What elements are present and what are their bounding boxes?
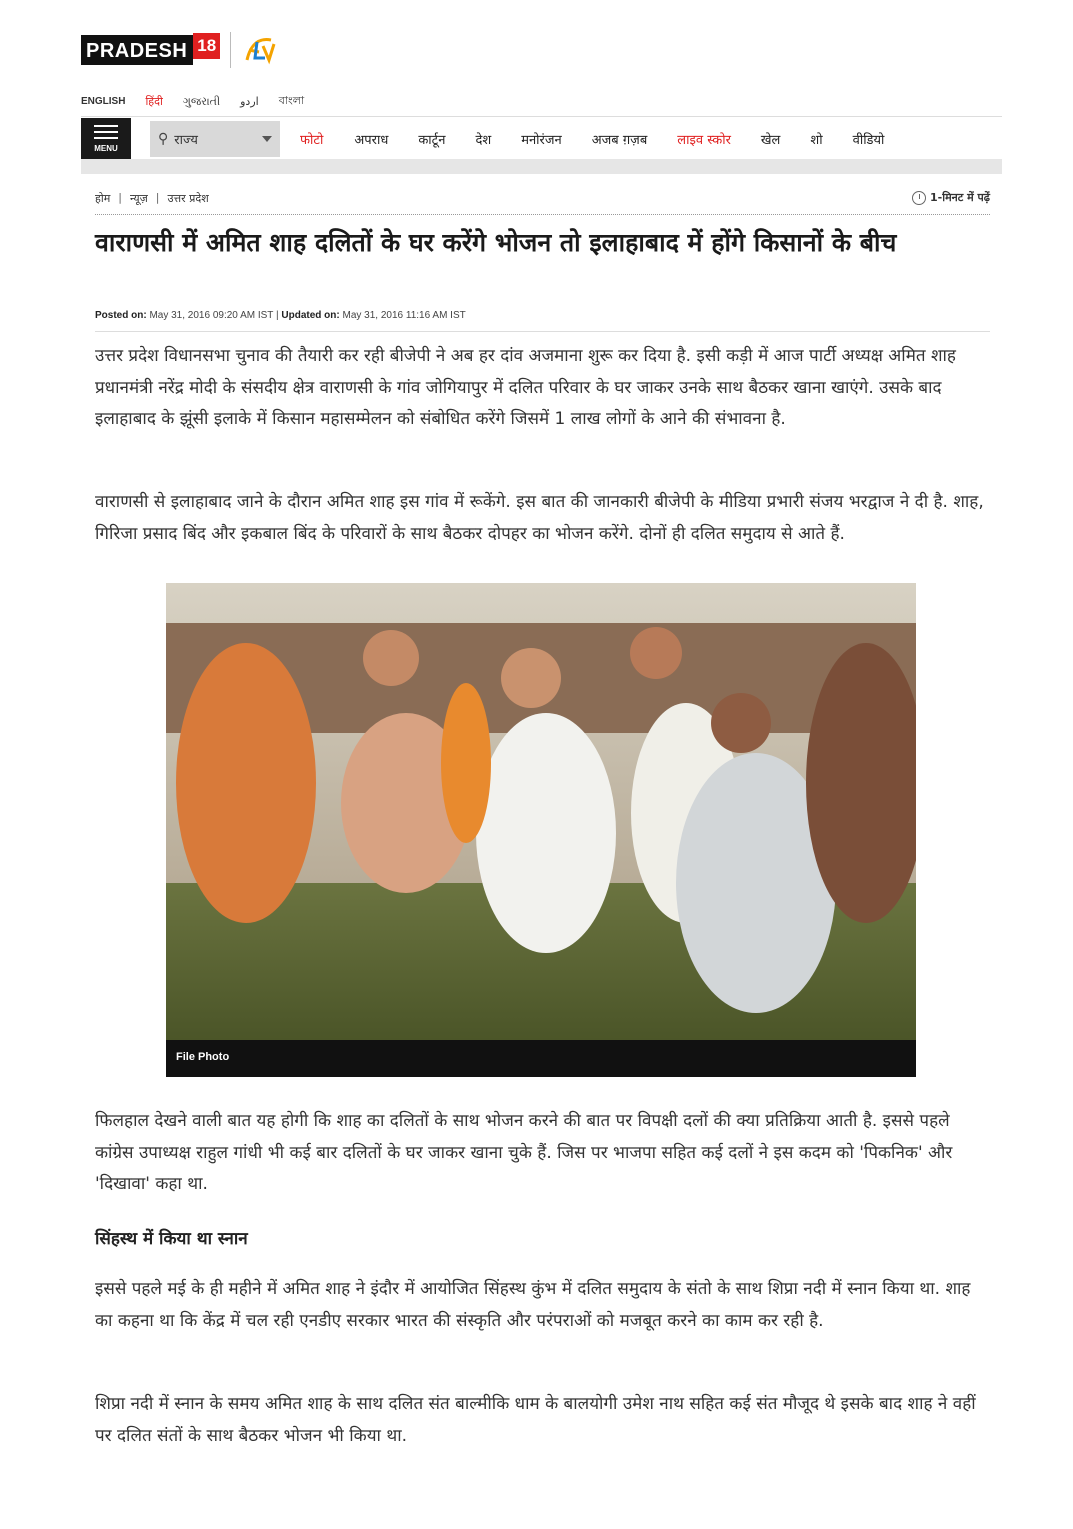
menu-button[interactable]	[81, 118, 131, 160]
posted-label: Posted on:	[95, 310, 147, 321]
lang-urdu[interactable]: اردو	[240, 95, 259, 108]
breadcrumb	[95, 191, 209, 206]
nav-item-ajab-gajab[interactable]: अजब ग़ज़ब	[591, 132, 648, 148]
breadcrumb-home[interactable]: होम	[95, 192, 111, 205]
posted-date: May 31, 2016 09:20 AM IST	[149, 310, 274, 321]
site-logo[interactable]	[81, 30, 277, 70]
location-pin-icon: ⚲	[158, 130, 169, 147]
photo-placeholder	[166, 583, 916, 1040]
lang-gujarati[interactable]: ગુજરાતી	[182, 94, 221, 108]
hamburger-icon	[94, 125, 118, 139]
article-paragraph: उत्तर प्रदेश विधानसभा चुनाव की तैयारी कर रही बीजेपी ने अब हर दांव अजमाना शुरू कर दिया है. इसी कड़ी में आज पार्टी अध्यक्ष अमित शाह प्रधानमंत्री नरेंद्र मोदी के संसदीय क्षेत्र वाराणसी के गांव जोगियापुर में दलित परिवार के घर जाकर उनके साथ बैठकर खाना खाएंगे. उसके बाद इलाहाबाद के झूंसी इलाके में किसान महासम्मेलन को संबोधित करेंगे जिसमें 1 लाख लोगों के आने की संभावना है.	[95, 346, 956, 429]
breadcrumb-separator: |	[155, 191, 160, 204]
nav-item-desh[interactable]: देश	[475, 132, 492, 148]
main-nav	[81, 116, 1002, 160]
lang-hindi[interactable]: हिंदी	[145, 95, 163, 108]
nav-item-shows[interactable]: शो	[810, 132, 823, 148]
page-title: वाराणसी में अमित शाह दलितों के घर करेंगे भोजन तो इलाहाबाद में होंगे किसानों के बीच	[95, 228, 897, 257]
chevron-down-icon	[262, 136, 272, 142]
nav-item-sports[interactable]: खेल	[760, 132, 781, 148]
logo-text: PRADESH	[81, 35, 193, 65]
nav-item-crime[interactable]: अपराध	[354, 132, 389, 148]
article-meta	[95, 310, 466, 321]
lang-english[interactable]: ENGLISH	[81, 96, 126, 107]
divider	[95, 331, 990, 332]
lang-bangla[interactable]: বাংলা	[278, 94, 305, 107]
logo-number: 18	[193, 33, 220, 59]
nav-item-cartoon[interactable]: कार्टून	[418, 132, 446, 148]
nav-subbar	[81, 159, 1002, 174]
article-image[interactable]	[166, 583, 916, 1077]
nav-item-live-score[interactable]: लाइव स्कोर	[677, 132, 731, 148]
logo-divider	[230, 32, 231, 68]
nav-items	[300, 130, 884, 148]
breadcrumb-uttar-pradesh[interactable]: उत्तर प्रदेश	[167, 192, 209, 205]
divider	[95, 214, 990, 215]
breadcrumb-separator: |	[118, 191, 122, 204]
updated-date: May 31, 2016 11:16 AM IST	[342, 310, 466, 321]
state-select-value: राज्य	[174, 132, 198, 148]
section-heading: सिंहस्थ में किया था स्नान	[95, 1229, 248, 1249]
nav-item-video[interactable]: वीडियो	[852, 132, 885, 148]
menu-label: MENU	[94, 143, 118, 153]
breadcrumb-news[interactable]: न्यूज़	[130, 192, 148, 205]
read-time-label: 1-मिनट में पढ़ें	[930, 191, 990, 204]
article-paragraph: वाराणसी से इलाहाबाद जाने के दौरान अमित शाह इस गांव में रूकेंगे. इस बात की जानकारी बीजेपी के मीडिया प्रभारी संजय भरद्वाज ने दी है. शाह, गिरिजा प्रसाद बिंद और इकबाल बिंद के परिवारों के साथ बैठकर दोपहर का भोजन करेंगे. दोनों ही दलित समुदाय से आते हैं.	[95, 492, 984, 544]
meta-separator: |	[276, 310, 282, 321]
clock-icon	[912, 191, 926, 205]
article-paragraph: शिप्रा नदी में स्नान के समय अमित शाह के साथ दलित संत बाल्मीकि धाम के बालयोगी उमेश नाथ सहित कई संत मौजूद थे इसके बाद शाह ने वहीं पर दलित संतों के साथ बैठकर भोजन भी किया था.	[95, 1394, 976, 1446]
nav-item-photo[interactable]: फोटो	[300, 132, 324, 148]
updated-label: Updated on:	[281, 310, 340, 321]
read-time	[912, 190, 990, 205]
image-caption-bar	[166, 1040, 916, 1077]
nav-item-entertainment[interactable]: मनोरंजन	[521, 132, 562, 148]
state-select[interactable]	[150, 121, 280, 157]
article-paragraph: इससे पहले मई के ही महीने में अमित शाह ने इंदौर में आयोजित सिंहस्थ कुंभ में दलित समुदाय के संतो के साथ शिप्रा नदी में स्नान किया था. शाह का कहना था कि केंद्र में चल रही एनडीए सरकार भारत की संस्कृति और परंपराओं को मजबूत करने का काम कर रही है.	[95, 1279, 971, 1331]
article-paragraph: फिलहाल देखने वाली बात यह होगी कि शाह का दलितों के साथ भोजन करने की बात पर विपक्षी दलों की क्या प्रतिक्रिया आती है. इससे पहले कांग्रेस उपाध्यक्ष राहुल गांधी भी कई बार दलितों के घर जाकर खाना चुके हैं. जिस पर भाजपा सहित कई दलों ने इस कदम को 'पिकनिक' और 'दिखावा' कहा था.	[95, 1111, 953, 1194]
image-caption: File Photo	[176, 1051, 230, 1063]
language-switcher	[81, 92, 304, 111]
etv-logo-icon[interactable]	[241, 32, 277, 68]
